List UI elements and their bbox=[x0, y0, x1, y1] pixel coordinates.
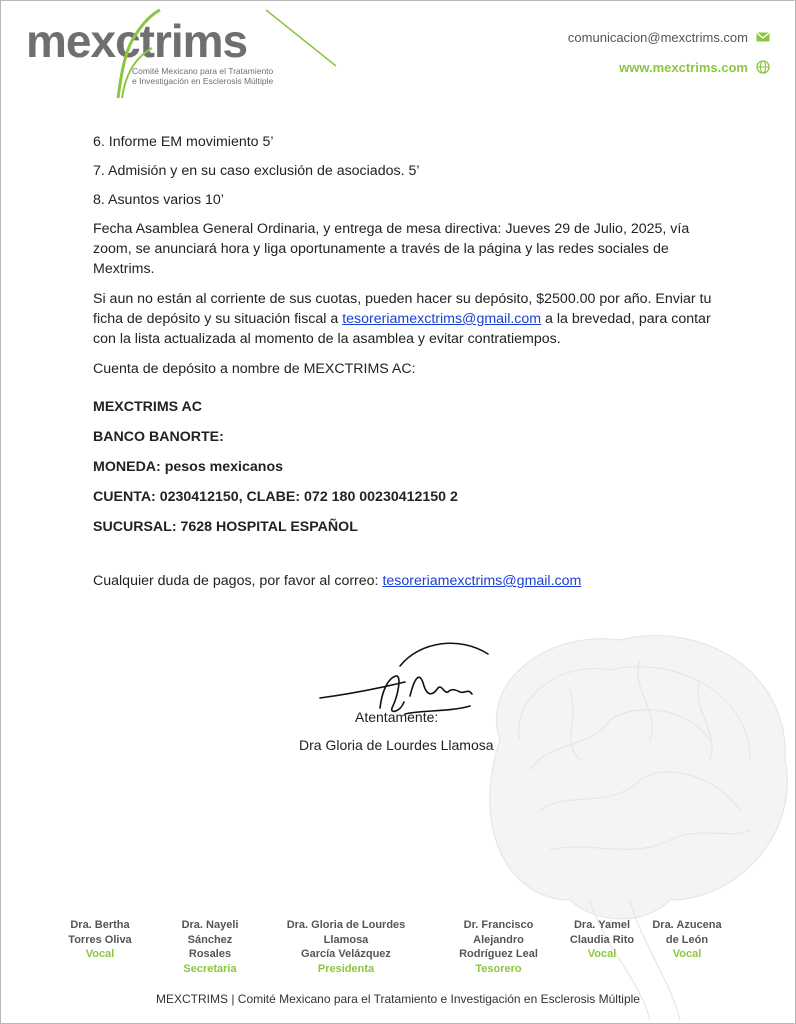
logo bbox=[26, 8, 346, 100]
payments-note-text: Cualquier duda de pagos, por favor al correo: bbox=[93, 573, 383, 589]
account-holder: MEXCTRIMS AC bbox=[93, 399, 203, 415]
member-role: Secretaria bbox=[183, 962, 237, 975]
member-name-line: Dra. Nayeli bbox=[181, 919, 239, 931]
treasury-email-link[interactable]: tesoreriamexctrims@gmail.com bbox=[342, 311, 542, 327]
board-member bbox=[276, 918, 416, 976]
member-name-line: Dr. Francisco bbox=[463, 919, 534, 931]
logo-swoosh-icon bbox=[26, 8, 346, 100]
member-name-line: Alejandro bbox=[473, 933, 524, 946]
payments-note bbox=[93, 571, 713, 591]
member-name-line: García Velázquez bbox=[301, 948, 391, 960]
member-role: Tesorero bbox=[475, 962, 522, 975]
member-name-line: de León bbox=[665, 933, 709, 946]
contact-info bbox=[568, 26, 770, 86]
member-role: Vocal bbox=[672, 948, 702, 960]
member-name-line: Dra. Yamel bbox=[573, 919, 631, 931]
website-link[interactable]: www.mexctrims.com bbox=[619, 59, 748, 75]
member-name-line: Llamosa bbox=[323, 933, 369, 946]
letter-body bbox=[93, 132, 713, 601]
member-name-line: Torres Oliva bbox=[68, 933, 132, 946]
member-role: Vocal bbox=[85, 948, 115, 960]
board-member bbox=[446, 918, 551, 976]
currency: MONEDA: pesos mexicanos bbox=[93, 459, 284, 475]
account-intro: Cuenta de depósito a nombre de MEXCTRIMS AC: bbox=[93, 361, 416, 377]
logo-wordmark: mexctrims bbox=[26, 15, 248, 67]
fees-text-before: Si aun no están al corriente de sus cuotas, pueden hacer su depósito, $2500.00 por año. Enviar tu ficha de depósito y su situación fiscal a bbox=[93, 291, 712, 327]
member-role: Vocal bbox=[587, 948, 617, 960]
page-footer: MEXCTRIMS | Comité Mexicano para el Tratamiento e Investigación en Esclerosis Múltiple bbox=[156, 992, 640, 1006]
contact-email-row bbox=[568, 26, 770, 48]
fees-text-after: a la brevedad, para contar con la lista actualizada al momento de la asamblea y evitar contratiempos. bbox=[93, 311, 711, 347]
closing-text: Atentamente: bbox=[355, 709, 439, 725]
member-name-line: Rosales bbox=[188, 948, 232, 960]
bank-details bbox=[93, 397, 713, 537]
contact-email[interactable]: comunicacion@mexctrims.com bbox=[567, 29, 748, 45]
member-name-line: Claudia Rito bbox=[569, 933, 635, 946]
agenda-item: 7. Admisión y en su caso exclusión de asociados. 5’ bbox=[93, 163, 420, 179]
agenda-item: 6. Informe EM movimiento 5’ bbox=[93, 134, 274, 150]
payments-email-link[interactable]: tesoreriamexctrims@gmail.com bbox=[382, 573, 582, 589]
board-member bbox=[562, 918, 642, 962]
contact-web-row bbox=[568, 56, 770, 78]
member-name-line: Sánchez bbox=[187, 933, 233, 946]
envelope-icon bbox=[756, 30, 770, 44]
assembly-paragraph: Fecha Asamblea General Ordinaria, y entrega de mesa directiva: Jueves 29 de Julio, 2025, vía zoom, se anunciará hora y liga oportunamente a través de la página y las redes sociales de Mextrims. bbox=[93, 221, 690, 277]
signer-name: Dra Gloria de Lourdes Llamosa bbox=[299, 737, 494, 753]
logo-subtitle-line1: Comité Mexicano para el Tratamiento bbox=[132, 66, 274, 76]
logo-subtitle bbox=[132, 66, 332, 86]
member-name-line: Dra. Gloria de Lourdes bbox=[286, 919, 406, 931]
member-name-line: Dra. Bertha bbox=[70, 919, 130, 931]
board-member bbox=[60, 918, 140, 962]
logo-subtitle-line2: e Investigación en Esclerosis Múltiple bbox=[132, 76, 274, 86]
agenda-item: 8. Asuntos varios 10’ bbox=[93, 192, 224, 208]
branch: SUCURSAL: 7628 HOSPITAL ESPAÑOL bbox=[93, 519, 358, 535]
globe-icon bbox=[756, 60, 770, 74]
board-member bbox=[646, 918, 728, 962]
account-number: CUENTA: 0230412150, CLABE: 072 180 00230412150 2 bbox=[93, 489, 458, 505]
board-of-directors bbox=[0, 918, 796, 982]
bank-name: BANCO BANORTE: bbox=[93, 429, 224, 445]
member-name-line: Dra. Azucena bbox=[652, 919, 722, 931]
board-member bbox=[170, 918, 250, 976]
member-name-line: Rodríguez Leal bbox=[459, 948, 538, 960]
fees-paragraph bbox=[93, 289, 713, 349]
member-role: Presidenta bbox=[317, 962, 375, 975]
